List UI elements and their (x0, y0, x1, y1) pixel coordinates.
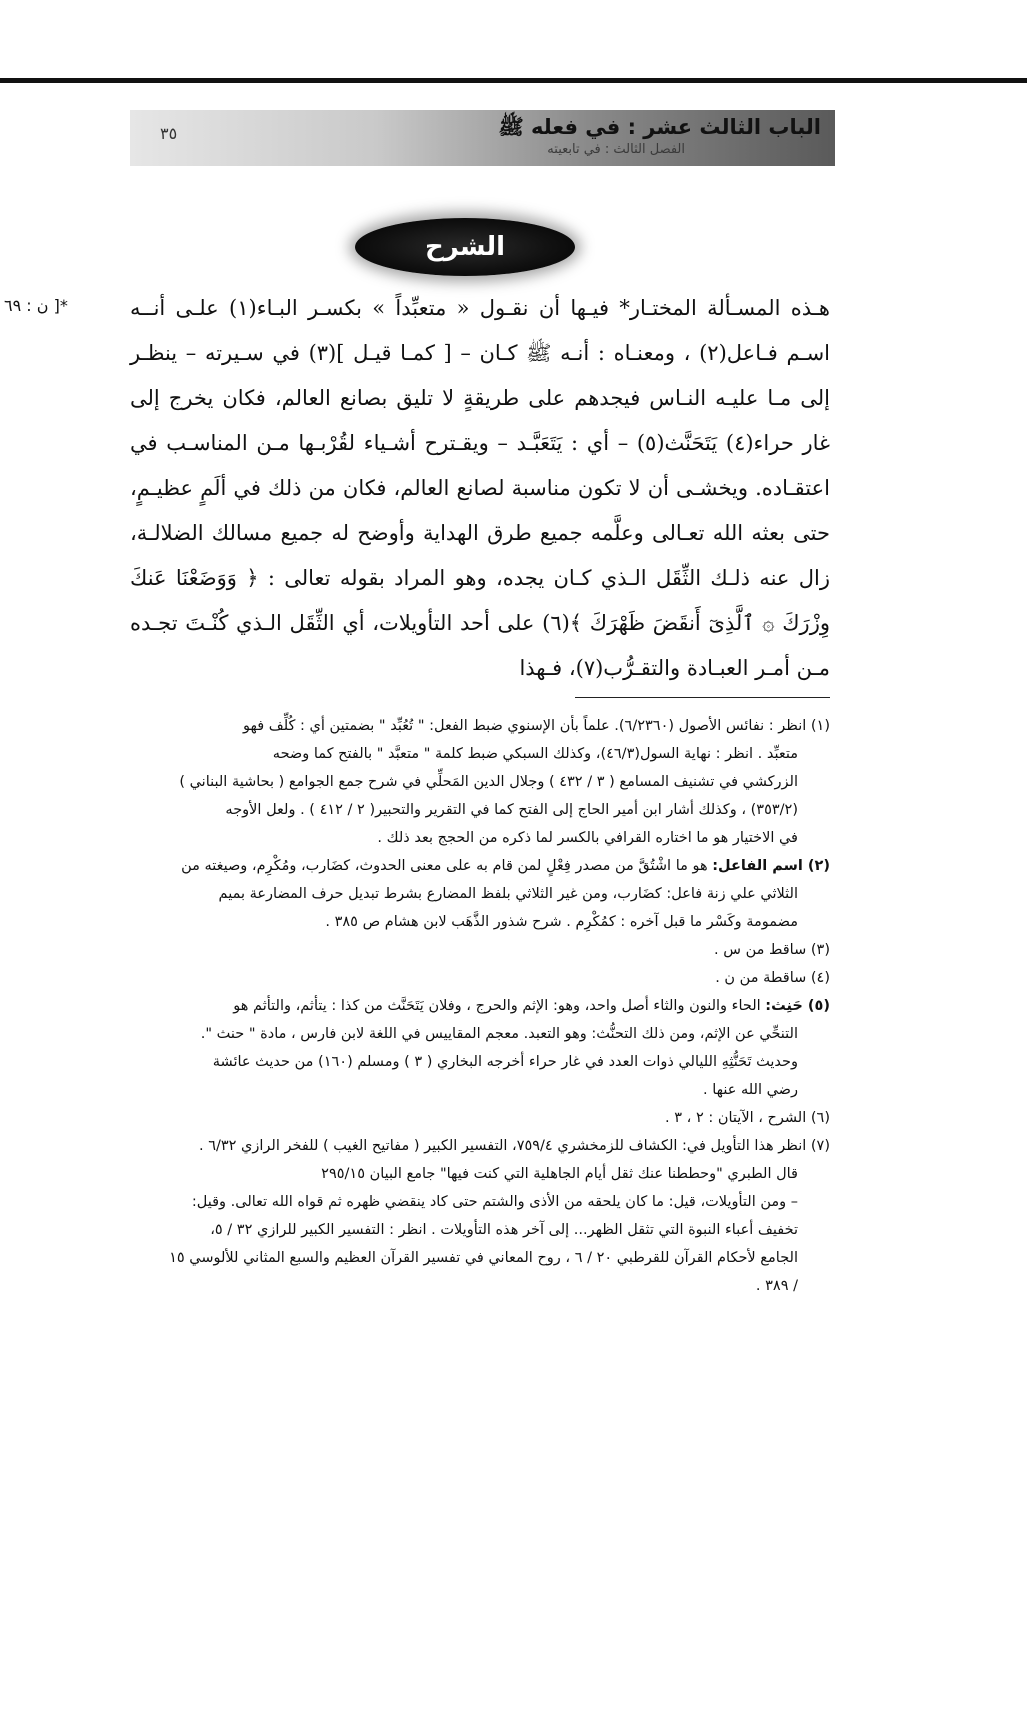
footnote-5-line: التنحِّي عن الإثم، ومن ذلك التحنُّث: وهو التعبد. معجم المقاييس في اللغة لابن فارس ، مادة " حنث ". (200, 1026, 798, 1042)
footnote-5-lead: (٥) حَنِث: (765, 998, 830, 1014)
sharh-badge (355, 218, 575, 276)
footnote-7: (٧) انظر هذا التأويل في: الكشاف للزمخشري ٧٥٩/٤، التفسير الكبير ( مفاتيح الغيب ) للفخر الرازي ٦/٣٢ . (198, 1138, 830, 1154)
footnote-5-line: وحديث تَحَنُّثِهِ الليالي ذوات العدد في غار حراء أخرجه البخاري ( ٣ ) ومسلم (١٦٠) من حديث عائشة (212, 1054, 798, 1070)
footnote-5-line: رضي الله عنها . (703, 1082, 798, 1098)
footnote-2: (٢) اسم الفاعل: هو ما اشْتُقَّ من مصدر فِعْلٍ لمن قام به على معنى الحدوث، كضَارب، ومُكْرِم، وصيغته من (181, 858, 830, 874)
section-title: الفصل الثالث : في تابعيته (547, 142, 685, 157)
footnote-1-line: في الاختيار هو ما اختاره القرافي بالكسر لما ذكره من الحجج بعد ذلك . (377, 830, 798, 846)
top-rule (0, 78, 1027, 83)
footnotes (130, 712, 830, 1300)
footnote-3: (٣) ساقط من س . (714, 942, 830, 958)
footnote-7-line: الجامع لأحكام القرآن للقرطبي ٢٠ / ٦ ، روح المعاني في تفسير القرآن العظيم والسبع المثاني للألوسي ١٥ (169, 1250, 798, 1266)
footnote-2-line: مضمومة وكَسْر ما قبل آخره : كمُكْرِم . شرح شذور الذَّهَب لابن هشام ص ٣٨٥ . (325, 914, 798, 930)
footnote-6: (٦) الشرح ، الآيتان : ٢ ، ٣ . (665, 1110, 830, 1126)
footnote-divider (575, 697, 830, 698)
page-number: ٣٥ (160, 124, 178, 143)
footnote-4: (٤) ساقطة من ن . (715, 970, 830, 986)
running-header (130, 110, 835, 166)
sharh-label: الشرح (424, 232, 506, 262)
footnote-1-line: الزركشي في تشنيف المسامع ( ٣ / ٤٣٢ ) وجلال الدين المَحلِّي في شرح جمع الجوامع ( بحاشية البناني ) (179, 774, 798, 790)
footnote-7-line: / ٣٨٩ . (755, 1278, 798, 1294)
main-text (130, 286, 830, 691)
margin-note: *[ ن : ٦٩ (4, 296, 68, 315)
footnote-1-line: متعبِّد . انظر : نهاية السول(٤٦/٣)، وكذلك السبكي ضبط كلمة " متعبَّد " بالفتح كما وضحه (272, 746, 798, 762)
footnote-1-line: (٣٥٣/٢) ، وكذلك أشار ابن أمير الحاج إلى الفتح كما في التقرير والتحبير( ٢ / ٤١٢ ) . ولعل الأوجه (225, 802, 798, 818)
footnote-2-line: الثلاثي علي زنة فاعل: كضَارب، ومن غير الثلاثي بلفظ المضارع بشرط تبديل حرف المضارعة بميم (218, 886, 798, 902)
main-paragraph: هـذه المسـألة المختـار* فيـها أن نقـول « متعبِّداً » بكسـر البـاء(١) علـى أنــه اسـم فـاعل(٢) ، ومعنـاه : أنـه ﷺ كـان – [ كمـا قيـل ](٣) في سـيرته – ينظـر إلى مـا عليـه النـاس فيجدهم على طريقةٍ لا تليق بصانع العالم، فكان يخرج إلى غار حراء(٤) يَتَحَنَّث(٥) – أي : يَتَعَبَّـد – ويقـترح أشـياء لقُرْبـها مـن المناسـب في اعتقـاده. ويخشـى أن لا تكون مناسبة لصانع العالم، فكان من ذلك في ألَمٍ عظيـمٍ، حتى بعثه الله تعـالى وعلَّمه جميع طرق الهداية وأوضح له جميع مسالك الضلالـة، زال عنه ذلـك الثِّقَل الـذي كـان يجده، وهو المراد بقوله تعالى : ﴿ وَوَضَعْنَا عَنكَ وِزْرَكَ ۞ ٱلَّذِىٓ أَنقَضَ ظَهْرَكَ ﴾(٦) على أحد التأويلات، أي الثِّقَل الـذي كُنْـتَ تجـده مـن أمـر العبـادة والتقـرُّب(٧)، فـهذا (130, 296, 831, 680)
footnote-2-lead: (٢) اسم الفاعل: (712, 858, 830, 874)
footnote-7-line: تخفيف أعباء النبوة التي تثقل الظهر... إلى آخر هذه التأويلات . انظر : التفسير الكبير للرازي ٣٢ / ٥، (210, 1222, 798, 1238)
footnote-7-line: قال الطبري "وحططنا عنك ثقل أيام الجاهلية التي كنت فيها" جامع البيان ٢٩٥/١٥ (321, 1166, 798, 1182)
footnote-1: (١) انظر : نفائس الأصول (٦/٢٣٦٠). علماً بأن الإسنوي ضبط الفعل: " تُعُبِّد " بضمتين أي : كُلِّف فهو (243, 718, 830, 734)
chapter-title: الباب الثالث عشر : في فعله ﷺ (498, 115, 821, 139)
footnote-7-line: – ومن التأويلات، قيل: ما كان يلحقه من الأذى والشتم حتى كاد ينقضي ظهره ثم قواه الله تعالى. وقيل: (191, 1194, 798, 1210)
footnote-5: (٥) حَنِث: الحاء والنون والثاء أصل واحد، وهو: الإثم والحرج ، وفلان يَتَحَنَّث من كذا : يتأثم، والتأثم هو (233, 998, 830, 1014)
